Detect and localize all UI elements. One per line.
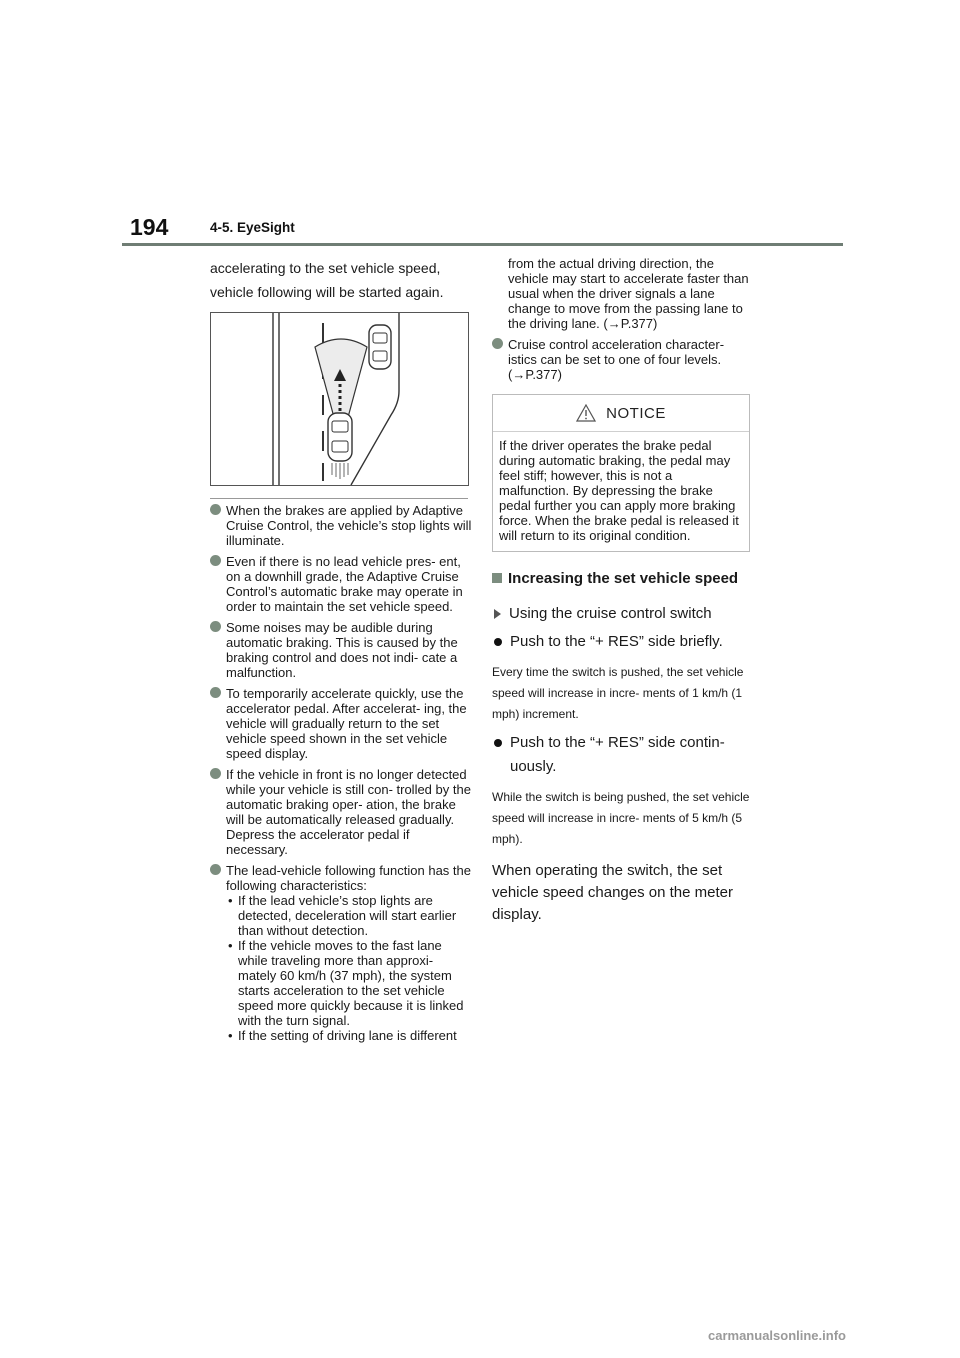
warning-triangle-icon bbox=[576, 404, 596, 422]
black-dot-icon bbox=[494, 638, 502, 646]
right-column bbox=[492, 256, 754, 926]
bullet-dot-icon bbox=[210, 621, 221, 632]
square-bullet-icon bbox=[492, 573, 502, 583]
notice-title: NOTICE bbox=[606, 404, 666, 422]
bullet-dot-icon bbox=[210, 504, 221, 515]
list-item: • If the vehicle moves to the fast lane while traveling more than approxi- mately 60 km/h (37 mph), the system starts acceleration to the set vehicle speed more quickly because it is linked with the turn signal. bbox=[228, 938, 464, 1028]
list-item bbox=[210, 863, 472, 1043]
step-one-detail: Every time the switch is pushed, the set vehicle speed will increase in incre- ments of 1 km/h (1 mph) increment. bbox=[492, 665, 744, 721]
notice-body: If the driver operates the brake pedal during automatic braking, the pedal may feel stiff; however, this is not a malfunction. By depressing the brake pedal further you can apply more braking force. When the brake pedal is released it will return to its original condition. bbox=[499, 438, 739, 543]
lead-paragraph: accelerating to the set vehicle speed, vehicle following will be started again. bbox=[210, 260, 444, 300]
bullet-dot-icon bbox=[210, 768, 221, 779]
bullet-dot-icon bbox=[210, 687, 221, 698]
left-bullet-list bbox=[210, 503, 472, 1043]
bullet-dot-icon bbox=[210, 555, 221, 566]
subheading: Increasing the set vehicle speed bbox=[492, 568, 754, 590]
list-item: When the brakes are applied by Adaptive Cruise Control, the vehicle’s stop lights will illuminate. bbox=[210, 503, 472, 548]
continuation-paragraph: from the actual driving direction, the vehicle may start to accelerate faster than usual when the driver signals a lane change to move from the passing lane to the driving lane. (→P.377) bbox=[508, 256, 749, 331]
characteristics-intro: The lead-vehicle following function has the following characteristics: bbox=[226, 863, 471, 893]
triangle-arrow-icon bbox=[494, 609, 501, 619]
own-vehicle-icon bbox=[328, 413, 352, 479]
list-item: Cruise control acceleration character- istics can be set to one of four levels. (→P.377) bbox=[492, 337, 754, 382]
step-two: Push to the “+ RES” side contin- uously. bbox=[492, 731, 754, 779]
watermark: carmanualsonline.info bbox=[708, 1328, 846, 1343]
notice-header bbox=[493, 395, 749, 432]
step-two-detail: While the switch is being pushed, the set vehicle speed will increase in incre- ments of 5 km/h (5 mph). bbox=[492, 790, 750, 846]
list-item: • If the setting of driving lane is different bbox=[228, 1028, 457, 1043]
right-bullet-list bbox=[492, 337, 754, 382]
method-line: Using the cruise control switch bbox=[492, 604, 754, 624]
section-title: 4-5. EyeSight bbox=[210, 220, 295, 235]
header-rule bbox=[122, 243, 843, 246]
list-item: • If the lead vehicle’s stop lights are detected, deceleration will start earlier than without detection. bbox=[228, 893, 457, 938]
black-dot-icon bbox=[494, 739, 502, 747]
list-item: Even if there is no lead vehicle pres- ent, on a downhill grade, the Adaptive Cruise Control’s automatic brake may operate in order to maintain the set vehicle speed. bbox=[210, 554, 472, 614]
list-item: If the vehicle in front is no longer detected while your vehicle is still con- trolled by the automatic braking oper- ation, the brake will be automatically released gradually. Depress the accelerator pedal if necessary. bbox=[210, 767, 472, 857]
list-item: To temporarily accelerate quickly, use the accelerator pedal. After accelerat- ing, the vehicle will gradually return to the set vehicle speed shown in the set vehicle speed display. bbox=[210, 686, 472, 761]
road-diagram bbox=[211, 313, 468, 485]
list-item: Some noises may be audible during automatic braking. This is caused by the braking control and does not indi- cate a malfunction. bbox=[210, 620, 472, 680]
illustration-divider bbox=[210, 498, 468, 499]
lead-vehicle-icon bbox=[369, 325, 391, 369]
step-one: Push to the “+ RES” side briefly. bbox=[492, 630, 754, 654]
page-number: 194 bbox=[130, 214, 169, 240]
bullet-dot-icon bbox=[492, 338, 503, 349]
lane-change-illustration bbox=[210, 312, 469, 486]
closing-paragraph: When operating the switch, the set vehicle speed changes on the meter display. bbox=[492, 862, 733, 923]
notice-box bbox=[492, 394, 750, 552]
left-column bbox=[210, 256, 472, 1049]
bullet-dot-icon bbox=[210, 864, 221, 875]
characteristics-list bbox=[226, 893, 472, 1043]
